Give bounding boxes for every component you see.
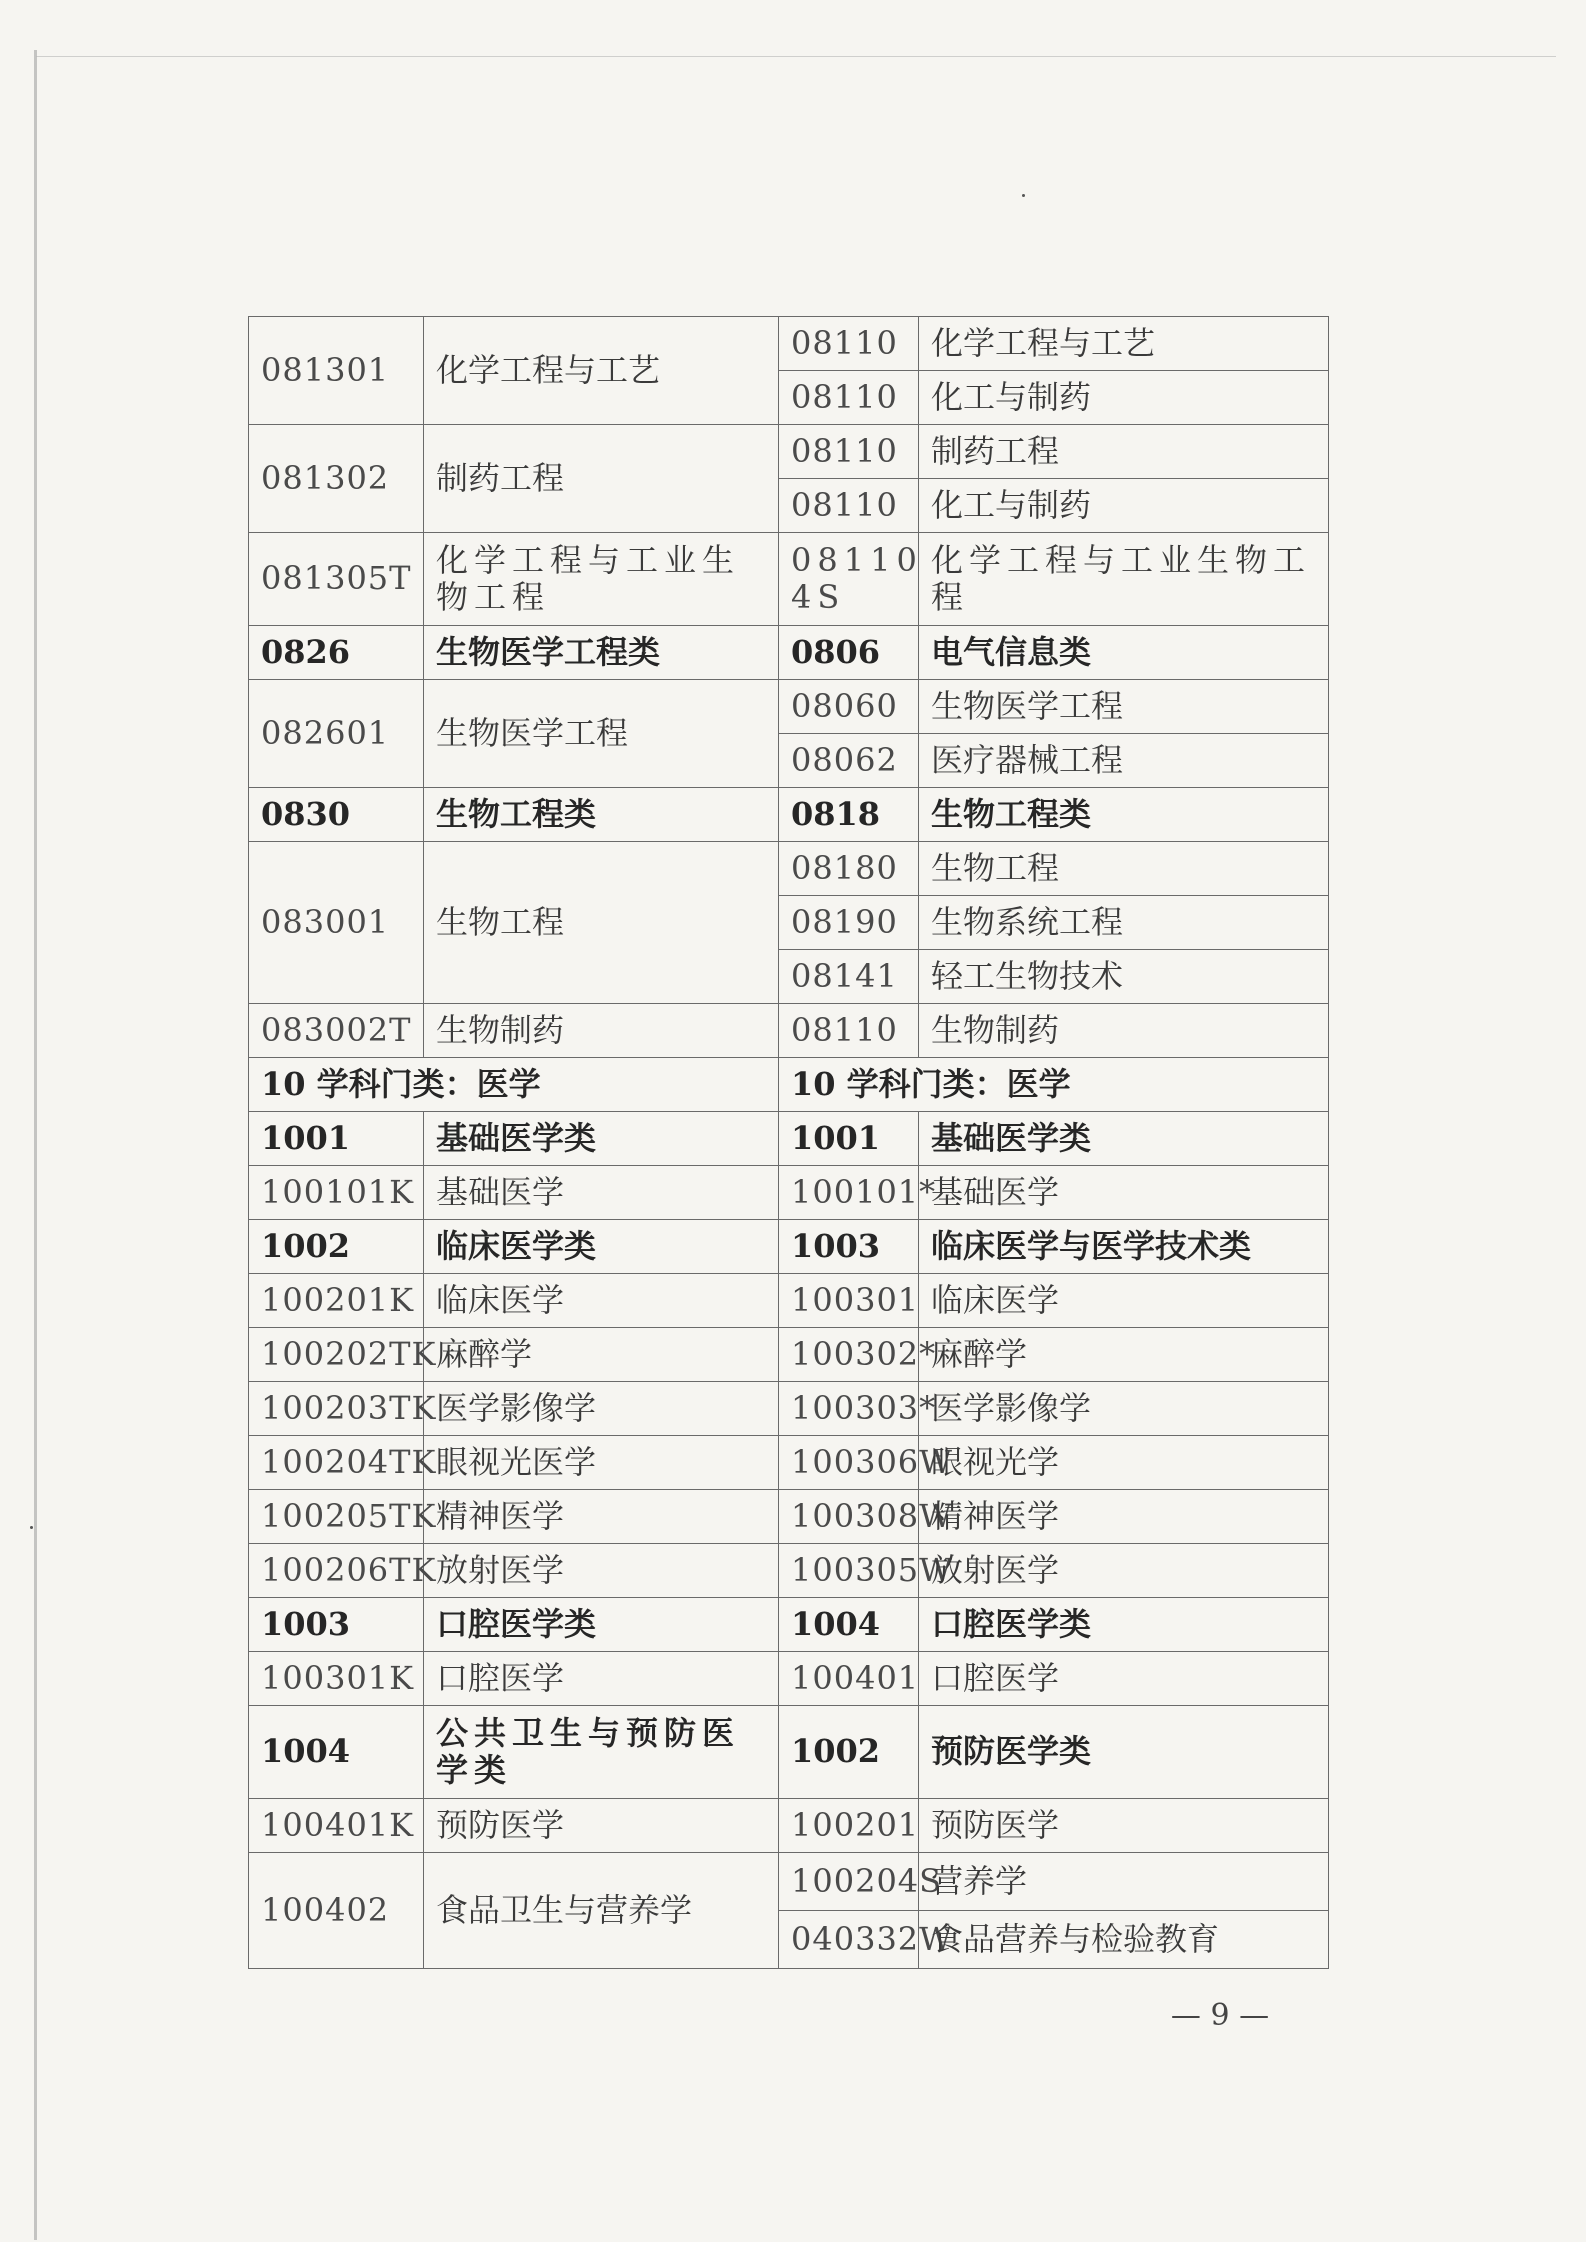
- new-name-cell: 口腔医学: [424, 1652, 779, 1706]
- old-code-cell: 08110: [779, 317, 919, 371]
- table-row: [249, 1853, 1329, 1911]
- old-code-cell: 08062: [779, 734, 919, 788]
- new-name-cell: 预防医学: [424, 1799, 779, 1853]
- new-name-cell: 制药工程: [424, 425, 779, 533]
- old-code-cell: 08110 4S: [779, 533, 919, 626]
- old-code-cell: 08141: [779, 950, 919, 1004]
- new-code-cell: 100101K: [249, 1166, 424, 1220]
- new-code-cell: 100401K: [249, 1799, 424, 1853]
- new-code-cell: 082601: [249, 680, 424, 788]
- new-code-cell: 100203TK: [249, 1382, 424, 1436]
- new-code-cell: 100205TK: [249, 1490, 424, 1544]
- table-row: [249, 1799, 1329, 1853]
- new-code-cell: 100402: [249, 1853, 424, 1969]
- new-name-cell: 医学影像学: [424, 1382, 779, 1436]
- old-category-code: 1003: [779, 1220, 919, 1274]
- new-name-cell: 化学工程与工业生物工程: [424, 533, 779, 626]
- table-row: [249, 1166, 1329, 1220]
- category-row: [249, 1706, 1329, 1799]
- old-name-cell: 化工与制药: [919, 371, 1329, 425]
- old-name-cell: 放射医学: [919, 1544, 1329, 1598]
- new-name-cell: 眼视光医学: [424, 1436, 779, 1490]
- new-category-name: 公共卫生与预防医学类: [424, 1706, 779, 1799]
- category-row: [249, 1112, 1329, 1166]
- new-name-cell: 精神医学: [424, 1490, 779, 1544]
- old-category-name: 生物工程类: [919, 788, 1329, 842]
- new-code-cell: 081302: [249, 425, 424, 533]
- old-code-cell: 100305W: [779, 1544, 919, 1598]
- category-row: [249, 788, 1329, 842]
- old-code-cell: 08190: [779, 896, 919, 950]
- new-category-code: 1004: [249, 1706, 424, 1799]
- old-name-cell: 营养学: [919, 1853, 1329, 1911]
- new-category-code: 1003: [249, 1598, 424, 1652]
- old-code-cell: 08060: [779, 680, 919, 734]
- old-name-cell: 精神医学: [919, 1490, 1329, 1544]
- old-category-code: 1001: [779, 1112, 919, 1166]
- old-category-name: 基础医学类: [919, 1112, 1329, 1166]
- new-name-cell: 麻醉学: [424, 1328, 779, 1382]
- old-code-cell: 100308W: [779, 1490, 919, 1544]
- old-name-cell: 食品营养与检验教育: [919, 1911, 1329, 1969]
- old-code-cell: 100303*: [779, 1382, 919, 1436]
- category-row: [249, 1598, 1329, 1652]
- table-row: [249, 1274, 1329, 1328]
- table-row: [249, 1436, 1329, 1490]
- new-code-cell: 081301: [249, 317, 424, 425]
- old-code-cell: 08180: [779, 842, 919, 896]
- new-category-name: 生物工程类: [424, 788, 779, 842]
- new-code-cell: 100201K: [249, 1274, 424, 1328]
- table-row: [249, 1328, 1329, 1382]
- table-row: [249, 533, 1329, 626]
- old-name-cell: 临床医学: [919, 1274, 1329, 1328]
- new-name-cell: 食品卫生与营养学: [424, 1853, 779, 1969]
- old-name-cell: 生物工程: [919, 842, 1329, 896]
- old-name-cell: 眼视光学: [919, 1436, 1329, 1490]
- new-category-code: 0826: [249, 626, 424, 680]
- old-category-name: 临床医学与医学技术类: [919, 1220, 1329, 1274]
- old-name-cell: 口腔医学: [919, 1652, 1329, 1706]
- new-category-code: 1002: [249, 1220, 424, 1274]
- old-name-cell: 化学工程与工艺: [919, 317, 1329, 371]
- old-category-code: 1004: [779, 1598, 919, 1652]
- table-row: [249, 680, 1329, 734]
- old-code-cell: 100302*: [779, 1328, 919, 1382]
- new-code-cell: 083001: [249, 842, 424, 1004]
- new-category-name: 口腔医学类: [424, 1598, 779, 1652]
- table-row: [249, 1544, 1329, 1598]
- old-code-cell: 100201: [779, 1799, 919, 1853]
- new-category-code: 1001: [249, 1112, 424, 1166]
- discipline-row: [249, 1058, 1329, 1112]
- old-name-cell: 轻工生物技术: [919, 950, 1329, 1004]
- old-name-cell: 基础医学: [919, 1166, 1329, 1220]
- old-code-cell: 100101*: [779, 1166, 919, 1220]
- new-category-name: 生物医学工程类: [424, 626, 779, 680]
- new-discipline-label: 10 学科门类：医学: [249, 1058, 779, 1112]
- old-name-cell: 生物系统工程: [919, 896, 1329, 950]
- major-catalog-table: [248, 316, 1329, 1969]
- old-name-cell: 制药工程: [919, 425, 1329, 479]
- old-code-cell: 100401: [779, 1652, 919, 1706]
- table-row: [249, 1004, 1329, 1058]
- old-name-cell: 化学工程与工业生物工程: [919, 533, 1329, 626]
- old-name-cell: 化工与制药: [919, 479, 1329, 533]
- old-name-cell: 麻醉学: [919, 1328, 1329, 1382]
- old-name-cell: 生物医学工程: [919, 680, 1329, 734]
- scan-speck: [30, 1526, 33, 1529]
- new-code-cell: 081305T: [249, 533, 424, 626]
- old-code-cell: 040332W: [779, 1911, 919, 1969]
- table-row: [249, 317, 1329, 371]
- old-name-cell: 医学影像学: [919, 1382, 1329, 1436]
- old-discipline-label: 10 学科门类：医学: [779, 1058, 1329, 1112]
- new-code-cell: 100206TK: [249, 1544, 424, 1598]
- old-name-cell: 医疗器械工程: [919, 734, 1329, 788]
- old-code-cell: 08110: [779, 1004, 919, 1058]
- page-number: — 9 —: [1170, 1998, 1270, 2033]
- old-code-cell: 100306W: [779, 1436, 919, 1490]
- new-code-cell: 083002T: [249, 1004, 424, 1058]
- category-row: [249, 626, 1329, 680]
- table-row: [249, 1382, 1329, 1436]
- table-row: [249, 425, 1329, 479]
- table-row: [249, 842, 1329, 896]
- new-name-cell: 生物制药: [424, 1004, 779, 1058]
- old-code-cell: 100301: [779, 1274, 919, 1328]
- new-category-name: 基础医学类: [424, 1112, 779, 1166]
- scan-left-edge: [34, 50, 37, 2240]
- old-name-cell: 预防医学: [919, 1799, 1329, 1853]
- scan-top-line: [36, 56, 1556, 57]
- new-code-cell: 100202TK: [249, 1328, 424, 1382]
- new-category-code: 0830: [249, 788, 424, 842]
- new-category-name: 临床医学类: [424, 1220, 779, 1274]
- old-category-code: 0818: [779, 788, 919, 842]
- new-name-cell: 基础医学: [424, 1166, 779, 1220]
- table-row: [249, 1652, 1329, 1706]
- new-name-cell: 临床医学: [424, 1274, 779, 1328]
- new-name-cell: 生物工程: [424, 842, 779, 1004]
- old-code-cell: 08110: [779, 479, 919, 533]
- old-category-name: 口腔医学类: [919, 1598, 1329, 1652]
- old-category-code: 1002: [779, 1706, 919, 1799]
- new-code-cell: 100204TK: [249, 1436, 424, 1490]
- new-code-cell: 100301K: [249, 1652, 424, 1706]
- new-name-cell: 化学工程与工艺: [424, 317, 779, 425]
- table-row: [249, 1490, 1329, 1544]
- new-name-cell: 放射医学: [424, 1544, 779, 1598]
- new-name-cell: 生物医学工程: [424, 680, 779, 788]
- old-category-name: 电气信息类: [919, 626, 1329, 680]
- old-name-cell: 生物制药: [919, 1004, 1329, 1058]
- old-code-cell: 08110: [779, 425, 919, 479]
- old-code-cell: 100204S: [779, 1853, 919, 1911]
- old-category-code: 0806: [779, 626, 919, 680]
- scan-speck: [1022, 194, 1025, 197]
- old-category-name: 预防医学类: [919, 1706, 1329, 1799]
- category-row: [249, 1220, 1329, 1274]
- old-code-cell: 08110: [779, 371, 919, 425]
